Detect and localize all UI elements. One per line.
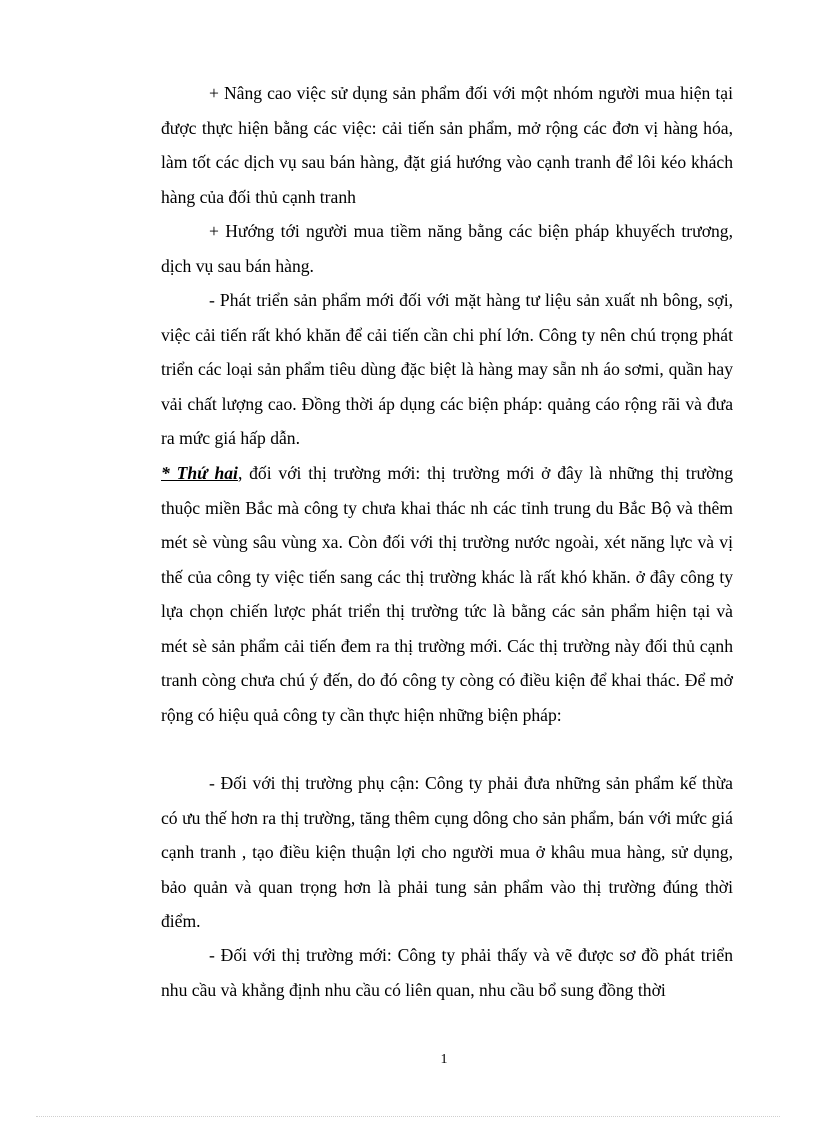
paragraph-6 [161, 938, 733, 1007]
page-bottom-divider [36, 1116, 780, 1117]
paragraph-2-text: + Hướng tới người mua tiềm năng bằng các biện pháp khuyếch trương, dịch vụ sau bán hàng. [161, 221, 733, 276]
page-number: 1 [440, 1052, 448, 1067]
paragraph-4 [161, 456, 733, 732]
section-heading-thu-hai: * Thứ hai [161, 463, 238, 483]
paragraph-1 [161, 76, 733, 214]
paragraph-2 [161, 214, 733, 283]
paragraph-1-text: + Nâng cao việc sử dụng sản phẩm đối với một nhóm người mua hiện tại được thực hiện bằng các việc: cải tiến sản phẩm, mở rộng các đơn vị hàng hóa, làm tốt các dịch vụ sau bán hàng, đặt giá hướng vào cạnh tranh để lôi kéo khách hàng của đối thủ cạnh tranh [161, 83, 733, 207]
paragraph-3 [161, 283, 733, 456]
paragraph-4-text: , đối với thị trường mới: thị trường mới ở đây là những thị trường thuộc miền Bắc mà công ty chưa khai thác nh các tỉnh trung du Bắc Bộ và thêm mét sè vùng sâu vùng xa. Còn đối với thị trường nước ngoài, xét năng lực và vị thế của công ty việc tiến sang các thị trường khác là rất khó khăn. ở đây công ty lựa chọn chiến lược phát triển thị trường tức là bằng các sản phẩm hiện tại và mét sè sản phẩm cải tiến đem ra thị trường mới. Các thị trường này đối thủ cạnh tranh còng chưa chú ý đến, do đó công ty còng có điều kiện để khai thác. Để mở rộng có hiệu quả công ty cần thực hiện những biện pháp: [161, 463, 733, 725]
paragraph-6-text: - Đối với thị trường mới: Công ty phải thấy và vẽ được sơ đồ phát triển nhu cầu và khẳng định nhu cầu có liên quan, nhu cầu bổ sung đồng thời [161, 945, 733, 1000]
paragraph-5-text: - Đối với thị trường phụ cận: Công ty phải đưa những sản phẩm kế thừa có ưu thế hơn ra thị trường, tăng thêm cụng dông cho sản phẩm, bán với mức giá cạnh tranh , tạo điều kiện thuận lợi cho người mua ở khâu mua hàng, sử dụng, bảo quản và quan trọng hơn là phải tung sản phẩm vào thị trường đúng thời điểm. [161, 773, 733, 931]
paragraph-5 [161, 766, 733, 939]
paragraph-3-text: - Phát triển sản phẩm mới đối với mặt hàng tư liệu sản xuất nh bông, sợi, việc cải tiến rất khó khăn để cải tiến cần chi phí lớn. Công ty nên chú trọng phát triển các loại sản phẩm tiêu dùng đặc biệt là hàng may sẵn nh áo sơmi, quần hay vải chất lượng cao. Đồng thời áp dụng các biện pháp: quảng cáo rộng rãi và đưa ra mức giá hấp dẫn. [161, 290, 733, 448]
